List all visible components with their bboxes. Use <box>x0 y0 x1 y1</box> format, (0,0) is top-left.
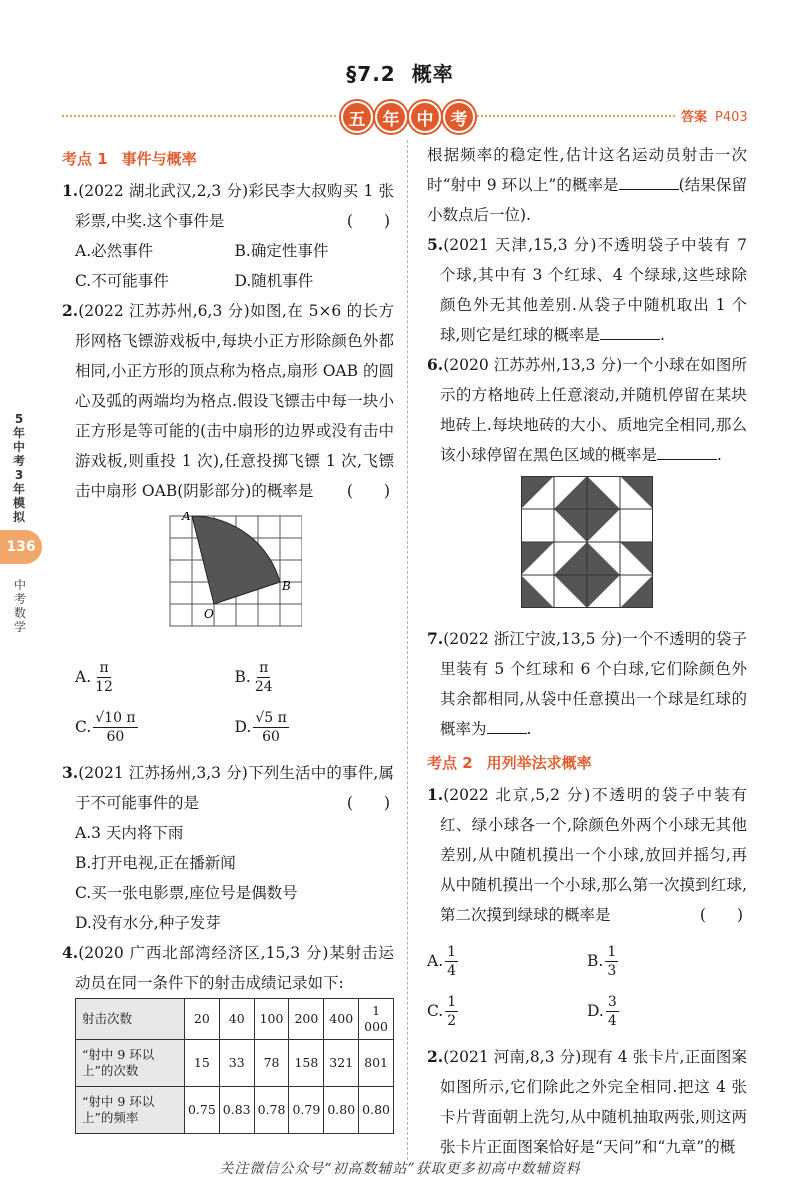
dartboard-grid <box>162 512 302 636</box>
side-subject-char: 数 <box>13 606 26 620</box>
option: C.不可能事件 <box>75 272 169 290</box>
row-header: “射中 9 环以上”的次数 <box>76 1040 185 1087</box>
question-text: 彩民李大叔购买 1 张彩票,中奖.这个事件是 <box>75 182 394 230</box>
fraction-numerator: √10 π <box>95 709 136 726</box>
table-cell: 0.78 <box>254 1087 289 1134</box>
row-header: 射击次数 <box>76 999 185 1040</box>
header-divider-left <box>62 115 336 117</box>
banner-char: 考 <box>443 101 475 133</box>
question-2 <box>62 296 394 506</box>
fraction-numerator: 1 <box>447 993 457 1010</box>
question-text: 如图,在 5×6 的长方形网格飞镖游戏板中,每块小正方形除颜色外都相同,小正方形的顶点称为格点,扇形 OAB 的圆心及弧的两端均为格点.假设飞镖击中每一块小正方形是等可能的(击中扇形的边界或没有击中游戏板,则重投 1 次),任意投掷飞镖 1 次,飞镖击中扇形 OAB(阴影部分)的概率是 <box>75 302 394 500</box>
dartboard-figure <box>62 512 394 646</box>
question-source: (2022 湖北武汉,2,3 分) <box>78 182 249 200</box>
side-brand-char: 年 <box>12 426 25 440</box>
option <box>75 702 235 752</box>
question-text: 不透明袋子中装有 7 个球,其中有 3 个红球、4 个绿球,这些球除颜色外无其他差别.从袋子中随机取出 1 个球,则它是红球的概率是 <box>440 236 747 344</box>
question-source: (2022 江苏苏州,6,3 分) <box>78 302 250 320</box>
table-cell: 40 <box>219 999 254 1040</box>
fraction-denominator: 4 <box>607 1012 617 1029</box>
question-text: 一个不透明的袋子里装有 5 个红球和 6 个白球,它们除颜色外其余都相同,从袋中任意摸出一个球是红球的概率为 <box>440 630 747 738</box>
question-text: 根据频率的稳定性,估计这名运动员射击一次时“射中 9 环以上”的概率是 <box>427 146 747 194</box>
fraction-numerator: √5 π <box>255 709 287 726</box>
option: B.打开电视,正在播新闻 <box>75 854 236 872</box>
banner-char: 年 <box>375 101 407 133</box>
table-cell: 15 <box>184 1040 219 1087</box>
question-1 <box>62 176 394 236</box>
question-number: 2. <box>427 1047 444 1066</box>
side-brand-char: 3 <box>14 468 24 482</box>
question-source: (2020 江苏苏州,13,3 分) <box>443 356 623 374</box>
section-label: 考点 1 <box>62 150 108 168</box>
section-title: 概率 <box>411 62 454 86</box>
options-q1 <box>62 236 394 296</box>
option <box>75 652 235 702</box>
table-cell: 158 <box>289 1040 324 1087</box>
fraction-denominator: 4 <box>447 962 457 979</box>
side-subject-char: 学 <box>13 620 26 634</box>
row-header: “射中 9 环以上”的频率 <box>76 1087 185 1134</box>
option: D.没有水分,种子发芽 <box>75 914 221 932</box>
table-cell: 1 000 <box>359 999 394 1040</box>
answer-blank[interactable] <box>619 173 679 190</box>
fraction-numerator: 3 <box>607 993 617 1010</box>
question-source: (2021 江苏扬州,3,3 分) <box>78 764 248 782</box>
section-heading-2 <box>427 748 747 778</box>
page-number: 136 <box>0 530 42 564</box>
option: A.必然事件 <box>75 242 154 260</box>
side-brand-char: 考 <box>12 454 25 468</box>
option-letter: D. <box>234 718 252 736</box>
question-text: (结果保留小数点后一位). <box>427 176 747 224</box>
option-letter: C. <box>427 1002 444 1020</box>
section-title-text: 用列举法求概率 <box>486 754 592 772</box>
table-cell: 200 <box>289 999 324 1040</box>
table-cell: 20 <box>184 999 219 1040</box>
section2-question-1 <box>427 780 747 930</box>
question-number: 7. <box>427 629 444 648</box>
footer-note: 关注微信公众号“初高数辅站”获取更多初高中数辅资料 <box>219 1161 581 1177</box>
point-label-b: B <box>282 579 291 593</box>
question-7 <box>427 624 747 744</box>
fraction-denominator: 24 <box>254 678 273 695</box>
fraction-numerator: π <box>99 659 109 676</box>
option-letter: A. <box>427 952 444 970</box>
section-label: 考点 2 <box>427 754 473 772</box>
answer-blank[interactable] <box>600 323 660 340</box>
table-cell: 78 <box>254 1040 289 1087</box>
option <box>427 936 587 986</box>
side-brand-char: 年 <box>12 482 25 496</box>
question-source: (2021 天津,15,3 分) <box>443 236 597 254</box>
fraction-denominator: 2 <box>447 1012 457 1029</box>
table-cell: 0.80 <box>324 1087 359 1134</box>
answer-page: P403 <box>715 110 748 125</box>
side-subject-char: 考 <box>13 592 26 606</box>
fraction-denominator: 3 <box>607 962 617 979</box>
answer-paren: ( ) <box>699 906 743 924</box>
fraction-denominator: 60 <box>106 728 125 745</box>
floor-tile-grid <box>521 476 653 608</box>
side-subject-char: 中 <box>13 578 26 592</box>
answer-paren: ( ) <box>346 482 390 500</box>
question-text: . <box>717 446 722 464</box>
question-number: 3. <box>62 763 79 782</box>
question-number: 6. <box>427 355 444 374</box>
question-number: 5. <box>427 235 444 254</box>
side-brand-char: 5 <box>14 412 24 426</box>
banner-char: 五 <box>341 101 373 133</box>
question-3 <box>62 758 394 818</box>
question-text: 不透明的袋子中装有红、绿小球各一个,除颜色外两个小球无其他差别,从中随机摸出一个小球,放回并摇匀,再从中随机摸出一个小球,那么第一次摸到红球,第二次摸到绿球的概率是 <box>440 786 747 924</box>
question-4-continued <box>427 140 747 230</box>
question-text: . <box>659 326 665 344</box>
question-number: 1. <box>427 785 444 804</box>
page-title <box>0 58 800 87</box>
question-text: 某射击运动员在同一条件下的射击成绩记录如下: <box>75 944 394 992</box>
question-number: 2. <box>62 301 79 320</box>
table-cell: 801 <box>359 1040 394 1087</box>
side-brand <box>10 412 28 524</box>
option <box>235 652 395 702</box>
question-text: 现有 4 张卡片,正面图案如图所示,它们除此之外完全相同.把这 4 张卡片背面朝上洗匀,从中随机抽取两张,则这两张卡片正面图案恰好是“天问”和“九章”的概 <box>440 1048 747 1156</box>
question-source: (2020 广西北部湾经济区,15,3 分) <box>78 944 329 962</box>
options-q3 <box>62 818 394 938</box>
header-divider-right <box>470 115 675 117</box>
question-number: 1. <box>62 181 79 200</box>
table-cell: 400 <box>324 999 359 1040</box>
question-text: . <box>526 720 532 738</box>
five-year-banner <box>341 101 475 133</box>
fraction-numerator: 1 <box>607 943 617 960</box>
table-cell: 0.79 <box>289 1087 324 1134</box>
column-divider <box>407 140 408 1160</box>
answer-blank[interactable] <box>487 717 527 734</box>
question-5 <box>427 230 747 350</box>
question-text: 下列生活中的事件,属于不可能事件的是 <box>75 764 394 812</box>
fraction-denominator: 12 <box>95 678 113 695</box>
section2-question-2 <box>427 1042 747 1162</box>
banner-char: 中 <box>409 101 441 133</box>
table-row <box>76 1040 394 1087</box>
options-q2 <box>62 652 394 752</box>
table-cell: 0.83 <box>219 1087 254 1134</box>
side-brand-char: 中 <box>12 440 25 454</box>
point-label-a: A <box>182 512 191 523</box>
option: D.随机事件 <box>234 272 314 290</box>
shooting-table <box>75 998 394 1134</box>
answer-reference <box>681 106 748 125</box>
fraction-denominator: 60 <box>262 728 280 745</box>
option <box>587 936 747 986</box>
point-label-o: O <box>204 607 214 621</box>
answer-blank[interactable] <box>657 443 717 460</box>
question-source: (2022 北京,5,2 分) <box>443 786 591 804</box>
option-letter: B. <box>587 952 604 970</box>
question-text: 一个小球在如图所示的方格地砖上任意滚动,并随机停留在某块地砖上.每块地砖的大小、质地完全相同,那么该小球停留在黑色区域的概率是 <box>440 356 747 464</box>
option <box>235 702 395 752</box>
table-row <box>76 1087 394 1134</box>
option <box>427 986 587 1036</box>
option-letter: B. <box>234 668 251 686</box>
option: A.3 天内将下雨 <box>75 824 184 842</box>
left-column <box>62 140 394 1134</box>
table-row <box>76 999 394 1040</box>
answer-paren: ( ) <box>346 212 390 230</box>
side-subject <box>12 578 28 634</box>
option: C.买一张电影票,座位号是偶数号 <box>75 884 298 902</box>
question-source: (2021 河南,8,3 分) <box>443 1048 582 1066</box>
right-column <box>427 140 747 1162</box>
shaded-sector <box>192 516 280 604</box>
section-title-text: 事件与概率 <box>121 150 197 168</box>
option-letter: A. <box>75 668 92 686</box>
table-cell: 100 <box>254 999 289 1040</box>
option-letter: C. <box>75 718 92 736</box>
table-cell: 321 <box>324 1040 359 1087</box>
question-6 <box>427 350 747 470</box>
side-brand-char: 拟 <box>12 510 25 524</box>
side-brand-char: 模 <box>12 496 25 510</box>
option <box>587 986 747 1036</box>
fraction-numerator: 1 <box>447 943 457 960</box>
question-source: (2022 浙江宁波,13,5 分) <box>443 630 623 648</box>
table-cell: 33 <box>219 1040 254 1087</box>
question-4 <box>62 938 394 998</box>
section-heading-1 <box>62 144 394 174</box>
table-cell: 0.80 <box>359 1087 394 1134</box>
option-letter: D. <box>587 1002 604 1020</box>
fraction-numerator: π <box>259 659 269 676</box>
answer-label: 答案 <box>681 110 708 125</box>
section-number: §7.2 <box>346 62 396 86</box>
floor-tile-figure <box>427 476 747 618</box>
option: B.确定性事件 <box>234 242 329 260</box>
options-s2q1 <box>427 936 747 1036</box>
answer-paren: ( ) <box>346 794 390 812</box>
question-number: 4. <box>62 943 79 962</box>
table-cell: 0.75 <box>184 1087 219 1134</box>
